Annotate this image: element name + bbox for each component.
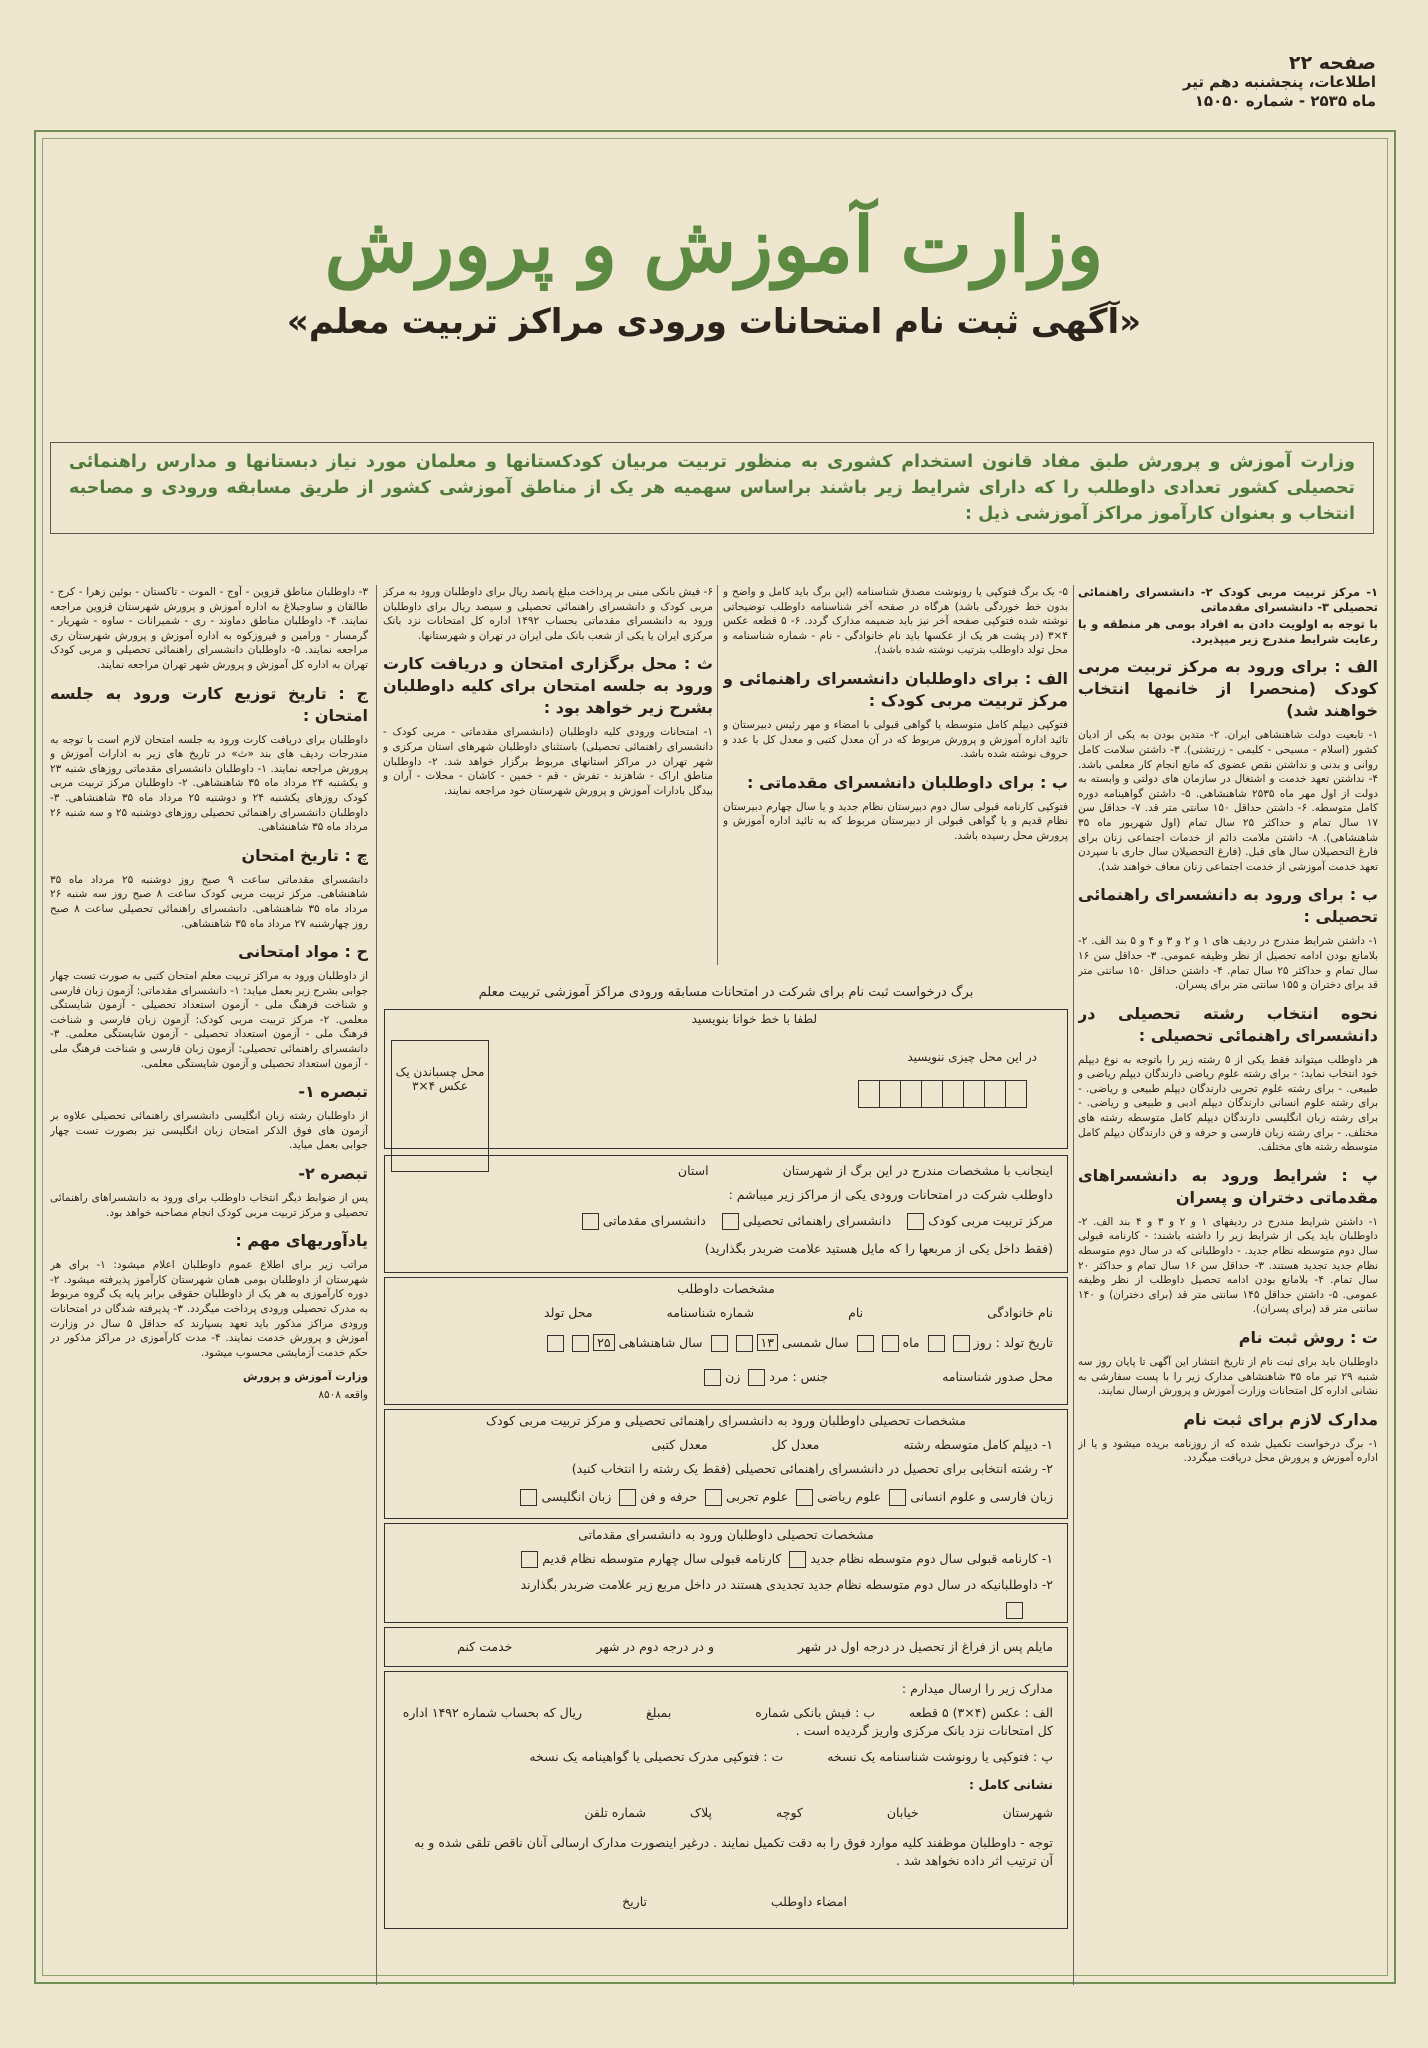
imperial-year-prefix: ۲۵ (593, 1334, 614, 1351)
priority-note: با توجه به اولویت دادن به افراد بومی هر منطقه و با رعایت شرایط مندرج زیر میپذیرد. (1078, 617, 1378, 646)
preliminary-header: مشخصات تحصیلی داوطلبان ورود به دانشسرای مقدماتی (578, 1527, 874, 1542)
personal-header: مشخصات داوطلب (677, 1281, 775, 1296)
section-text: ۶- فیش بانکی مبنی بر پرداخت مبلغ پانصد ریال برای داوطلبان ورود به مرکز مربی کودک و دانشسرای راهنمائی تحصیلی و سیصد ریال برای داوطلبان ورود به دانشسرای مقدماتی بحساب ۱۴۹۲ اداره کل امتحانات نزد بانک مرکزی ایران یا یکی از شعب بانک ملی ایران در تهران و شهرستانها. (383, 586, 713, 642)
option-preliminary: دانشسرای مقدماتی (602, 1213, 706, 1228)
field-choice-label: ۲- رشته انتخابی برای تحصیل در دانشسرای راهنمائی تحصیلی (فقط یک رشته را انتخاب کنید) (571, 1461, 1053, 1476)
section-text: مراتب زیر برای اطلاع عموم داوطلبان اعلام میشود: ۱- برای هر شهرستان از داوطلبان بومی همان شهرستان کارآموز پذیرفته میشود. ۲- دوره کارآموزی به هر یک از داوطلبان حقوقی برابر پایه یک گروه مربوط به مدرک تحصیلی ورودی پرداخت میگردد. ۳- پذیرفته شدگان در امتحانات ورودی مراکز مذکور باید تعهد بسپارند که حداقل ۵ سال در وزارت آموزش و پرورش خدمت نمایند. ۴- مدت کارآموزی در مراکز مذکور در حکم خدمت آزمایشی محسوب میشود. (50, 1259, 368, 1359)
section-text: داوطلبان باید برای ثبت نام از تاریخ انتشار این آگهی تا پایان روز سه شنبه ۲۹ تیر ماه ۳۵ شاهنشاهی مدارک زیر را با پست سفارشی به نشانی اداره کل امتحانات وزارت آموزش و پرورش ارسال نمایند. (1078, 1356, 1378, 1398)
section-heading: مدارک لازم برای ثبت نام (1183, 1409, 1378, 1429)
applicant-line: اینجانب با مشخصات مندرج در این برگ از شهرستان (782, 1163, 1053, 1178)
section-heading: ت : روش ثبت نام (1238, 1328, 1378, 1347)
diploma-label: ۱- دیپلم کامل متوسطه رشته (903, 1437, 1053, 1452)
birth-day-box[interactable] (928, 1335, 945, 1352)
section-text: داوطلبان برای دریافت کارت ورود به جلسه امتحان لازم است با توجه به مندرجات ردیف های بند «ث» در تاریخ های زیر به ادارات آموزش و پرورش مراجعه نمایند. ۱- داوطلبان دانشسرای مقدماتی روزهای شنبه ۲۳ و یکشنبه ۲۴ مرداد ماه ۳۵ شاهنشاهی. ۲- داوطلبان مرکز تربیت مربی کودک روزهای یکشنبه ۲۴ و دوشنبه ۲۵ مرداد ماه ۳۵ شاهنشاهی. ۳- داوطلبان دانشسرای راهنمائی تحصیلی روزهای دوشنبه ۲۵ و سه شنبه ۲۶ مرداد ماه ۳۵ شاهنشاهی. (50, 733, 368, 834)
section-text: از داوطلبان رشته زبان انگلیسی دانشسرای راهنمائی تحصیلی علاوه بر آزمون های فوق الذکر امتحان زبان انگلیسی نیز بصورت تست چهار جوابی بعمل میاید. (50, 1110, 368, 1152)
ministry-title: وزارت آموزش و پرورش (324, 200, 1104, 289)
option-kindergarten-checkbox[interactable] (907, 1213, 924, 1230)
service-city-1: مایلم پس از فراغ از تحصیل در درجه اول در شهر (798, 1639, 1053, 1654)
sex-male-checkbox[interactable] (748, 1369, 765, 1386)
signature-ministry: وزارت آموزش و پرورش (242, 1371, 368, 1384)
own-hand-note: لطفا با خط خوانا بنویسید (691, 1012, 817, 1026)
name-label: نام (848, 1305, 864, 1320)
option-preliminary-checkbox[interactable] (582, 1213, 599, 1230)
section-heading: نحوه انتخاب رشته تحصیلی در دانشسرای راهنمائی تحصیلی : (1078, 1003, 1378, 1045)
form-top-box (384, 1009, 1068, 1149)
section-text: فتوکپی کارنامه قبولی سال دوم دبیرستان نظام جدید و یا سال چهارم دبیرستان نظام قدیم و یا گواهی قبولی از دبیرستان مربوط که به تائید اداره آموزش و پرورش محل رسیده باشد. (723, 800, 1068, 842)
birth-month-box[interactable] (882, 1335, 899, 1352)
form-date: تاریخ (622, 1894, 647, 1909)
sex-female-checkbox[interactable] (704, 1369, 721, 1386)
month-label: ماه (902, 1335, 920, 1350)
section-heading: پ : شرایط ورود به دانشسراهای مقدماتی دختران و پسران (1078, 1165, 1378, 1207)
exam-line: داوطلب شرکت در امتحانات ورودی یکی از مراکز زیر میباشم : (728, 1187, 1053, 1202)
field-english-checkbox[interactable] (520, 1489, 537, 1506)
section-heading: چ : تاریخ امتحان (241, 845, 368, 865)
notice-title: «آگهی ثبت نام امتحانات ورودی مراکز تربیت معلم» (286, 302, 1142, 342)
section-text: پس از ضوابط دیگر انتخاب داوطلب برای ورود به دانشسراهای راهنمائی تحصیلی و مرکز تربیت مربی کودک انجام مصاحبه خواهد بود. (50, 1192, 368, 1219)
applicant-signature: امضاء داوطلب (770, 1894, 847, 1909)
section-heading: ب : برای داوطلبان دانشسرای مقدماتی : (747, 772, 1068, 792)
no-write-note: در این محل چیزی ننویسید (907, 1050, 1037, 1064)
paper-date: اطلاعات، پنجشنبه دهم تیر (1182, 73, 1376, 91)
sex-female-label: زن (725, 1369, 741, 1384)
section-text: ۳- داوطلبان مناطق قزوین - آوج - الموت - تاکستان - بوئین زهرا - کرج - طالقان و ساوجبلاغ به اداره آموزش و پرورش شهرستان قزوین مراجعه نمایند. ۴- داوطلبان مناطق دماوند - ری - شمیرانات - ساوه - شهریار - گرمسار - ورامین و فیروزکوه به اداره آموزش و پرورش شهرستان ری مراجعه نمایند. ۵- داوطلبان دانشسرای راهنمائی تحصیلی و مربی کودک تهران به اداره کل آموزش و پرورش شهر تهران مراجعه نمایند. (50, 586, 368, 671)
imperial-year-label: سال شاهنشاهی (618, 1335, 703, 1350)
option-kindergarten: مرکز تربیت مربی کودک (928, 1213, 1053, 1228)
section-text: ۵- یک برگ فتوکپی یا رونوشت مصدق شناسنامه (این برگ باید کامل و واضح و بدون خط خوردگی باشد) هرگاه در صفحه آخر شناسنامه داوطلب توضیحاتی نوشته شده فتوکپی صفحه آخر نیز باید ضمیمه مدارک گردد. ۶- ۵ قطعه عکس ۴×۳ (در پشت هر یک از عکسها باید نام خانوادگی - نام - شماره شناسنامه و محل تولد داوطلب بترتیب نوشته شده باشد). (723, 586, 1068, 657)
choose-note: (فقط داخل یکی از مربعها را که مایل هستید علامت ضربدر بگذارید) (704, 1241, 1053, 1256)
section-heading: یادآوریهای مهم : (235, 1231, 368, 1251)
address-street: خیابان (886, 1805, 919, 1820)
column-right (1078, 585, 1378, 2005)
section-text: فتوکپی دیپلم کامل متوسطه یا گواهی قبولی با امضاء و مهر رئیس دبیرستان و تائید اداره آموزش و پرورش مربوط که در آن معدل کتبی و معدل کل با عدد و حروف نوشته شده باشد. (723, 718, 1068, 761)
birth-month-box[interactable] (857, 1335, 874, 1352)
paper-issue: ماه ۲۵۳۵ - شماره ۱۵۰۵۰ (1194, 92, 1376, 110)
section-text: هر داوطلب میتواند فقط یکی از ۵ رشته زیر را باتوجه به نوع دیپلم خود انتخاب نماید: - برای رشته علوم ریاضی دارندگان دیپلم ریاضی و طبیعی. - برای رشته علوم تجربی دارندگان دیپلم طبیعی و ریاضی. - برای رشته علوم انسانی دارندگان دیپلم ادبی و طبیعی و ریاضی. - برای رشته زبان انگلیسی دارندگان دیپلم کامل متوسطه رشته های مختلف. - برای رشته زبان فارسی و حرفه و فن دارندگان دیپلم کامل متوسطه رشته های مختلف. (1078, 1053, 1378, 1154)
prelim-old-system: کارنامه قبولی سال چهارم متوسطه نظام قدیم (542, 1551, 782, 1566)
address-plaque: پلاک (689, 1805, 713, 1820)
birth-day-box[interactable] (953, 1335, 970, 1352)
preliminary-box (384, 1523, 1068, 1623)
surname-label: نام خانوادگی (987, 1305, 1053, 1320)
field-english: زبان انگلیسی (541, 1489, 612, 1504)
field-persian: زبان فارسی و علوم انسانی (910, 1489, 1053, 1504)
section-heading: ح : مواد امتحانی (238, 942, 368, 962)
section-text: ۱- داشتن شرایط مندرج در ردیفهای ۱ و ۲ و ۳ و ۴ بند الف. ۲- داوطلبان باید یکی از شرایط زیر را داشته باشند: - کارنامه قبولی سال دوم متوسطه نظام جدید. - داوطلبانی که در سال دوم متوسطه نظام جدید تجدید هستند. ۳- حداقل سن ۱۶ سال تمام و حداکثر ۲۰ سال تمام. ۴- بلامانع بودن ادامه تحصیل داوطلب از نظر وظیفه عمومی. ۵- داشتن حداقل ۱۴۵ سانتی متر قد (برای دختران) و ۱۴۰ سانتی متر قد (برای پسران). (1078, 1215, 1378, 1316)
section-heading: ج : تاریخ توزیع کارت ورود به جلسه امتحان : (50, 683, 368, 725)
ad-reference: واقعه ۸۵۰۸ (318, 1388, 368, 1401)
prelim-retake-checkbox[interactable] (1006, 1602, 1023, 1619)
section-text: ۱- امتحانات ورودی کلیه داوطلبان (دانشسرای مقدماتی - مربی کودک - دانشسرای راهنمائی تحصیلی) باستثنای داوطلبان شهرهای استان مرکزی و شهر تهران در مراکز استانهای مربوط برگزار خواهد شد. ۲- داوطلبان مناطق اراک - شاهزند - تفرش - قم - خمین - کاشان - محلات - آران و بیدگل بادارات آموزش و پرورش شهرستان خود مراجعه نمایند. (383, 726, 713, 797)
section-text: ۱- برگ درخواست تکمیل شده که از روزنامه بریده میشود و یا از اداره آموزش و پرورش محل دریافت میگردد. (1078, 1437, 1378, 1465)
section-heading: ث : محل برگزاری امتحان و دریافت کارت ورود به جلسه امتحان برای کلیه داوطلبان بشرح زیر خواهد بود : (383, 654, 713, 718)
column-left (50, 585, 368, 1995)
section-heading: الف : برای ورود به مرکز تربیت مربی کودک (منحصرا از خانمها انتخاب خواهند شد) (1078, 657, 1378, 721)
birth-year-box[interactable] (736, 1335, 753, 1352)
address-city: شهرستان (1002, 1805, 1053, 1820)
education-box (384, 1409, 1068, 1519)
imperial-year-box[interactable] (572, 1335, 589, 1352)
code-boxes (859, 1080, 1027, 1108)
option-guidance: دانشسرای راهنمائی تحصیلی (742, 1213, 892, 1228)
doc-bank-slip: ب : فیش بانکی شماره (755, 1705, 876, 1720)
section-text: از داوطلبان ورود به مراکز تربیت معلم امتحان کتبی به صورت تست چهار جوابی بشرح زیر بعمل میاید: ۱- دانشسرای مقدماتی: آزمون زبان فارسی و شناخت فرهنگ ملی - آزمون استعداد تحصیلی - آزمون شایستگی معلمی. ۲- مرکز تربیت مربی کودک: آزمون زبان فارسی و شناخت فرهنگ ملی - آزمون استعداد تحصیلی - آزمون شایستگی معلمی. ۳- دانشسرای راهنمائی تحصیلی: آزمون زبان فارسی و شناخت فرهنگ ملی - آزمون استعداد تحصیلی و آزمون شایستگی معلمی. (50, 970, 368, 1070)
education-header: مشخصات تحصیلی داوطلبان ورود به دانشسرای راهنمائی تحصیلی و مرکز تربیت مربی کودک (485, 1413, 967, 1428)
personal-info-box (384, 1277, 1068, 1405)
address-alley: کوچه (776, 1805, 803, 1820)
birth-date-label: تاریخ تولد : روز (973, 1335, 1053, 1350)
doc-photos: الف : عکس (۴×۳) ۵ قطعه (909, 1705, 1053, 1720)
doc-account: ریال که بحساب شماره ۱۴۹۲ اداره کل امتحانات نزد بانک مرکزی واریز گردیده است . (402, 1705, 1053, 1738)
option-guidance-checkbox[interactable] (722, 1213, 739, 1230)
page-number: صفحه ۲۲ (1288, 52, 1376, 74)
average-total-label: معدل کل (771, 1437, 820, 1452)
section-text: دانشسرای مقدماتی ساعت ۹ صبح روز دوشنبه ۲۵ مرداد ماه ۳۵ شاهنشاهی. مرکز تربیت مربی کودک ساعت ۸ صبح روز سه شنبه ۲۶ مرداد ماه ۳۵ شاهنشاهی. دانشسرای راهنمائی تحصیلی ساعت ۸ صبح روز چهارشنبه ۲۷ مرداد ماه ۳۵ شاهنشاهی. (50, 873, 368, 930)
service-end: خدمت کنم (457, 1639, 513, 1654)
prelim-new-system: ۱- کارنامه قبولی سال دوم متوسطه نظام جدید (810, 1551, 1053, 1566)
issue-place-label: محل صدور شناسنامه (942, 1369, 1053, 1384)
province-label: استان (677, 1163, 709, 1178)
newspaper-header (1116, 54, 1376, 111)
section-heading: ب : برای ورود به دانشسرای راهنمائی تحصیلی : (1078, 885, 1378, 927)
year-label: سال شمسی (781, 1335, 849, 1350)
id-number-label: شماره شناسنامه (666, 1305, 755, 1320)
prelim-old-system-checkbox[interactable] (521, 1551, 538, 1568)
centers-list: ۱- مرکز تربیت مربی کودک ۲- دانشسرای راهنمائی تحصیلی ۳- دانشسرای مقدماتی (1078, 585, 1378, 614)
application-form (384, 985, 1068, 1935)
prelim-retake: ۲- داوطلبانیکه در سال دوم متوسطه نظام جدید تجدیدی هستند در داخل مربع زیر علامت ضربدر بگذارند (520, 1577, 1053, 1592)
field-science: علوم تجربی (726, 1489, 789, 1504)
section-text: ۱- داشتن شرایط مندرج در ردیف های ۱ و ۲ و ۳ و ۴ و ۵ بند الف. ۲- بلامانع بودن ادامه تحصیل از نظر وظیفه عمومی. ۳- حداقل سن ۱۶ سال تمام و حداکثر ۲۵ سال تمام. ۴- داشتن حداقل ۱۵۰ سانتی متر قد برای دختران و ۱۵۵ سانتی متر برای پسران. (1078, 935, 1378, 992)
sex-male-label: جنس : مرد (769, 1369, 829, 1384)
service-preference-box (384, 1627, 1068, 1667)
column-middle-right (723, 585, 1068, 965)
column-middle-left (383, 585, 713, 965)
average-written-label: معدل کتبی (651, 1437, 708, 1452)
address-phone: شماره تلفن (584, 1805, 646, 1820)
section-heading: تبصره ۲- (298, 1164, 368, 1184)
documents-header: مدارک زیر را ارسال میدارم : (901, 1681, 1053, 1696)
doc-id-copy: پ : فتوکپی یا رونوشت شناسنامه یک نسخه (827, 1749, 1053, 1764)
field-math-checkbox[interactable] (796, 1489, 813, 1506)
field-math: علوم ریاضی (817, 1489, 882, 1504)
birth-year-box[interactable] (711, 1335, 728, 1352)
year-prefix: ۱۳ (757, 1334, 778, 1351)
prelim-new-system-checkbox[interactable] (789, 1551, 806, 1568)
imperial-year-box[interactable] (547, 1335, 564, 1352)
form-warning: توجه - داوطلبان موظفند کلیه موارد فوق را به دقت تکمیل نمایند . درغیر اینصورت مدارک ارسالی آنان ناقص تلقی شده و به آن ترتیب اثر داده نخواهد شد . (414, 1835, 1053, 1868)
birthplace-label: محل تولد (544, 1305, 593, 1320)
doc-certificate-copy: ت : فتوکپی مدرک تحصیلی یا گواهینامه یک نسخه (529, 1749, 784, 1764)
section-text: ۱- تابعیت دولت شاهنشاهی ایران. ۲- متدین بودن به یکی از ادیان کشور (اسلام - مسیحی - کلیمی - زرتشتی). ۳- داشتن سلامت کامل روانی و بدنی و نداشتن نقص عضوی که مانع انجام کار معلمی باشد. ۴- نداشتن تعهد خدمت و اشتغال در سازمان های دولتی و وابسته به دولت از اول مهر ماه ۲۵۳۵ شاهنشاهی. ۵- داشتن گواهینامه دوره کامل متوسطه. ۶- داشتن حداقل ۱۵۰ سانتی متر قد. ۷- حداقل سن ۱۷ سال تمام و حداکثر ۲۵ سال تمام (اول شهریور ماه ۳۵ شاهنشاهی). ۸- داشتن ملامت دائم از خدمات اجتماعی زنان برای فارغ التحصیلان سال های قبل. (فارغ التحصیلان سال جاری با سپردن تعهد خدمت آموزشی از خدمت اجتماعی زنان معاف خواهند شد). (1078, 729, 1378, 873)
center-selection-box (384, 1155, 1068, 1273)
service-city-2: و در درجه دوم در شهر (596, 1639, 715, 1654)
field-science-checkbox[interactable] (705, 1489, 722, 1506)
field-vocational: حرفه و فن (640, 1489, 698, 1504)
intro-box: وزارت آموزش و پرورش طبق مفاد قانون استخدام کشوری به منظور تربیت مربیان کودکستانها و معلمان مورد نیاز دبستانها و مدارس راهنمائی تحصیلی کشور تعدادی داوطلب را که دارای شرایط زیر باشند براساس سهمیه هر یک از مناطق آموزشی کشور از طریق مسابقه ورودی و مصاحبه انتخاب و بعنوان کارآموز مراکز آموزشی ذیل : (50, 442, 1374, 534)
address-label: نشانی کامل : (968, 1777, 1053, 1792)
section-heading: الف : برای داوطلبان دانشسرای راهنمائی و مرکز تربیت مربی کودک : (723, 668, 1068, 710)
doc-amount: بمبلغ (646, 1705, 672, 1720)
field-vocational-checkbox[interactable] (619, 1489, 636, 1506)
documents-box (384, 1671, 1068, 1929)
field-persian-checkbox[interactable] (889, 1489, 906, 1506)
section-heading: تبصره ۱- (298, 1082, 368, 1102)
photo-placeholder: محل چسباندن یک عکس ۴×۳ (391, 1040, 489, 1172)
form-title: برگ درخواست ثبت نام برای شرکت در امتحانات مسابقه ورودی مراکز آموزشی تربیت معلم (478, 985, 974, 1000)
